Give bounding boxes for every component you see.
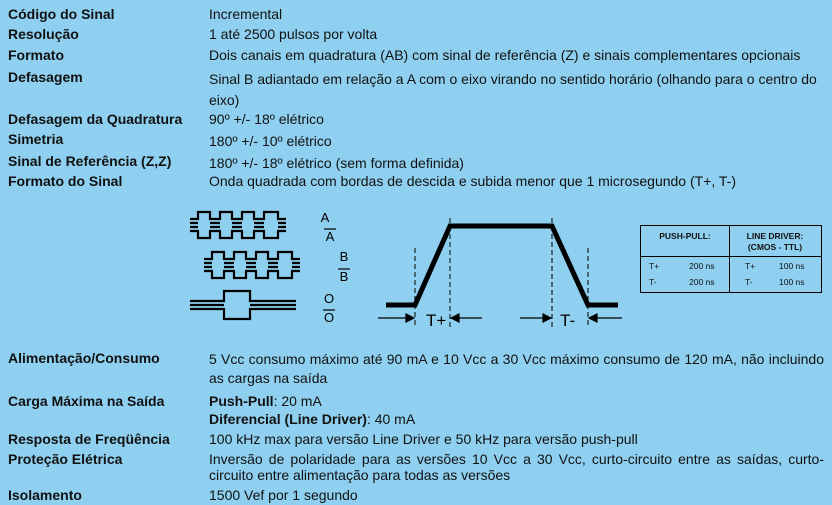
table-cell: 100 ns xyxy=(779,261,805,271)
line-driver-header: LINE DRIVER: xyxy=(746,231,804,241)
spec-label: Formato xyxy=(8,47,64,63)
spec-label: Proteção Elétrica xyxy=(8,451,123,467)
table-cell: 200 ns xyxy=(689,277,715,287)
trapezoid-pulse xyxy=(386,226,618,305)
push-pull-value: : 20 mA xyxy=(273,393,322,409)
t-plus-label: T+ xyxy=(426,311,447,330)
spec-value: Inversão de polaridade para as versões 10 Vcc a 30 Vcc, curto-circuito entre as saídas, curto-circuito entre alimentação para todas as versões xyxy=(209,451,824,483)
spec-value: Incremental xyxy=(209,6,283,22)
spec-label: Código do Sinal xyxy=(8,6,115,22)
spec-value: 1500 Vef por 1 segundo xyxy=(209,487,358,503)
channel-b-comp-label: B xyxy=(339,269,349,284)
spec-label: Resposta de Freqüência xyxy=(8,431,170,447)
spec-value: 100 kHz max para versão Line Driver e 50 kHz para versão push-pull xyxy=(209,431,638,447)
quadrature-waveform-diagram xyxy=(186,205,356,330)
channel-o-label: O xyxy=(323,291,335,306)
line-driver-label: Diferencial (Line Driver) xyxy=(209,411,367,427)
rise-fall-time-diagram xyxy=(370,210,630,335)
line-driver-value: : 40 mA xyxy=(366,411,416,427)
table-cell: 200 ns xyxy=(689,261,715,271)
spec-value xyxy=(209,411,824,428)
push-pull-label: Push-Pull xyxy=(209,393,274,409)
spec-value: 180º +/- 10º elétrico xyxy=(209,133,332,149)
spec-value: 5 Vcc consumo máximo até 90 mA e 10 Vcc a 30 Vcc máximo consumo de 120 mA, não incluindo as cargas na saída xyxy=(209,351,824,386)
table-cell: 100 ns xyxy=(779,277,805,287)
channel-b-label: B xyxy=(339,249,349,264)
timing-table xyxy=(640,225,822,293)
waveform-o xyxy=(190,291,296,301)
waveform-b-comp xyxy=(204,271,300,278)
table-cell: T+ xyxy=(745,261,756,271)
spec-value: 180º +/- 18º elétrico (sem forma definida) xyxy=(209,155,464,171)
spec-value xyxy=(209,393,824,410)
table-cell: T- xyxy=(745,277,753,287)
spec-value: 1 até 2500 pulsos por volta xyxy=(209,26,378,42)
spec-label: Carga Máxima na Saída xyxy=(8,393,165,409)
spec-label: Formato do Sinal xyxy=(8,173,123,189)
spec-label: Alimentação/Consumo xyxy=(8,350,160,366)
waveform-b xyxy=(204,252,300,259)
spec-value: Sinal B adiantado em relação a A com o eixo virando no sentido horário (olhando para o centro do eixo) xyxy=(209,71,817,108)
waveform-a xyxy=(190,212,286,219)
spec-label: Simetria xyxy=(8,131,64,147)
table-cell: T- xyxy=(649,277,657,287)
t-minus-label: T- xyxy=(560,311,576,330)
table-cell: T+ xyxy=(649,261,660,271)
line-driver-subheader: (CMOS - TTL) xyxy=(747,242,803,252)
channel-o-comp-label: O xyxy=(323,310,335,325)
spec-label: Sinal de Referência (Z,Z) xyxy=(8,153,172,169)
spec-value: Onda quadrada com bordas de descida e subida menor que 1 microsegundo (T+, T-) xyxy=(209,173,736,189)
spec-value: 90º +/- 18º elétrico xyxy=(209,111,324,127)
channel-a-comp-label: A xyxy=(325,229,335,244)
spec-label: Isolamento xyxy=(8,487,82,503)
spec-value: Dois canais em quadratura (AB) com sinal de referência (Z) e sinais complementares opcionais xyxy=(209,47,801,63)
spec-label: Defasagem xyxy=(8,69,83,85)
spec-label: Defasagem da Quadratura xyxy=(8,111,183,127)
channel-a-label: A xyxy=(320,210,330,225)
waveform-o-comp xyxy=(190,309,296,319)
push-pull-header: PUSH-PULL: xyxy=(659,231,711,241)
spec-label: Resolução xyxy=(8,26,79,42)
waveform-a-comp xyxy=(190,231,286,238)
